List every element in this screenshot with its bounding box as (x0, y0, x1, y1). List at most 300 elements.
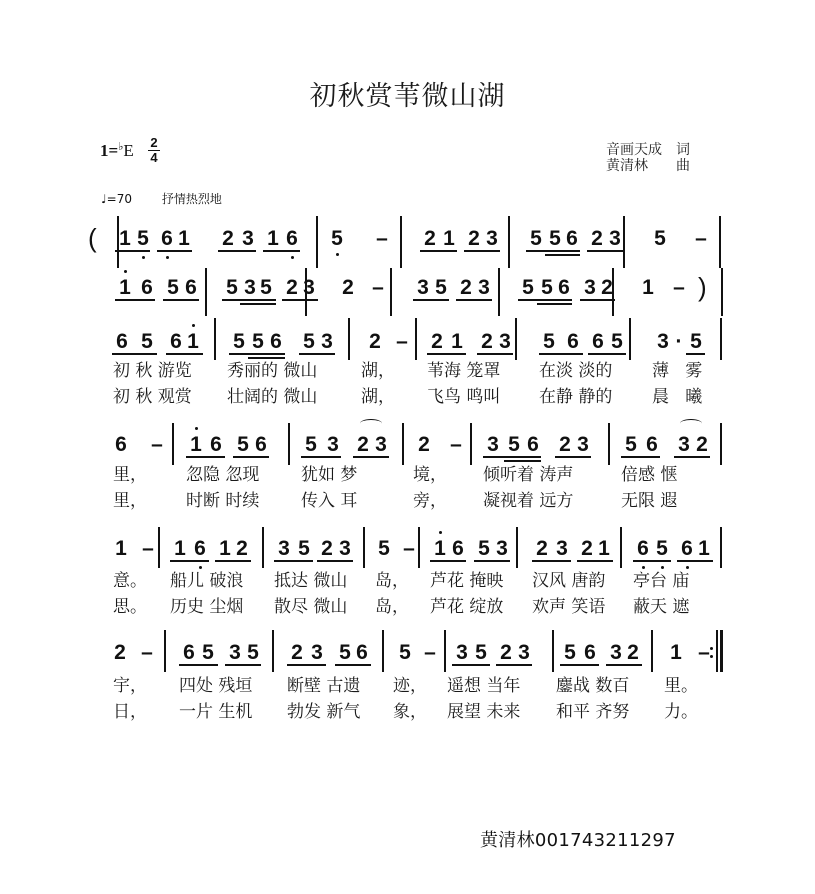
lyric-verse-2: 无限 遐 (621, 491, 678, 511)
note: 2 (369, 330, 381, 353)
beam-underline (282, 299, 318, 301)
lyric-verse-2: 时断 时续 (186, 491, 260, 511)
lyric-verse-1: 秀丽的 微山 (227, 361, 318, 381)
expression-marking: 抒情热烈地 (161, 192, 222, 206)
note: 1 (443, 227, 455, 250)
sustain-dash: – (403, 537, 415, 560)
note: 2 (431, 330, 443, 353)
lyric-verse-1: 薄 雾 (652, 361, 703, 381)
lyricist-role: 词 (676, 143, 690, 158)
note: 5 (399, 641, 411, 664)
bar-line (348, 318, 350, 360)
note: 5 (475, 641, 487, 664)
bar-line (164, 630, 166, 672)
sustain-dash: – (695, 227, 707, 250)
lyric-verse-2: 展望 未来 (447, 702, 521, 722)
lyric-verse-2: 和平 齐努 (556, 702, 630, 722)
lyric-verse-2: 壮阔的 微山 (227, 387, 318, 407)
lyric-verse-2: 力。 (664, 702, 698, 722)
note: 3 (375, 433, 387, 456)
sustain-dash: – (673, 276, 685, 299)
beam-underline (456, 299, 492, 301)
note: 5 (202, 641, 214, 664)
note: 1 (119, 227, 131, 250)
lyric-verse-2: 晨 曦 (652, 387, 703, 407)
bar-line (158, 527, 160, 568)
bar-line (720, 318, 722, 360)
note: 6 (286, 227, 298, 250)
note: 5 (435, 276, 447, 299)
composer-role: 曲 (676, 159, 690, 174)
key-one: 1 (100, 141, 109, 160)
beam-underline (229, 353, 285, 355)
beam-underline (233, 456, 269, 458)
lyric-verse-2: 在静 静的 (539, 387, 613, 407)
lyric-verse-1: 意。 (113, 571, 147, 591)
note: 5 (260, 276, 272, 299)
bar-line (444, 630, 446, 672)
beam-underline (464, 250, 500, 252)
note: 6 (681, 537, 693, 560)
repeat-paren-open: ( (88, 223, 97, 253)
beam-underline (163, 299, 199, 301)
sustain-dash: – (376, 227, 388, 250)
bar-line (721, 268, 723, 316)
note: 6 (183, 641, 195, 664)
note: 6 (356, 641, 368, 664)
bar-line (620, 527, 622, 568)
beam-underline (115, 250, 150, 252)
octave-up-dot (124, 270, 127, 273)
lyric-verse-1: 鏖战 数百 (556, 676, 630, 696)
beam-underline (170, 560, 209, 562)
note: 2 (696, 433, 708, 456)
lyric-verse-2: 传入 耳 (301, 491, 358, 511)
note: 1 (698, 537, 710, 560)
beam-underline (287, 664, 326, 666)
note: 6 (194, 537, 206, 560)
key-tonic: E (123, 141, 134, 160)
beam-underline (477, 353, 513, 355)
note: 6 (584, 641, 596, 664)
note: 5 (137, 227, 149, 250)
note: 1 (451, 330, 463, 353)
note: 1 (119, 276, 131, 299)
lyric-verse-2: 欢声 笑语 (532, 597, 606, 617)
note: 1 (434, 537, 446, 560)
note: 2 (291, 641, 303, 664)
quarter-note-tempo-icon: ♩=70 (101, 192, 132, 206)
note: 2 (468, 227, 480, 250)
lyric-verse-2: 飞鸟 鸣叫 (427, 387, 501, 407)
beam-underline (537, 303, 572, 305)
note: 3 (244, 276, 256, 299)
sustain-dash: – (142, 537, 154, 560)
flat-icon: ♭ (118, 141, 124, 153)
bar-line (719, 216, 721, 268)
note: 3 (499, 330, 511, 353)
note: 5 (522, 276, 534, 299)
note: 3 (556, 537, 568, 560)
lyric-verse-1: 在淡 淡的 (539, 361, 613, 381)
lyric-verse-1: 苇海 笼罩 (427, 361, 501, 381)
note: 3 (417, 276, 429, 299)
lyric-verse-2: 历史 尘烟 (170, 597, 244, 617)
beam-underline (225, 664, 261, 666)
note: 2 (500, 641, 512, 664)
beam-underline (606, 664, 642, 666)
bar-line (205, 268, 207, 316)
octave-down-dot (661, 566, 664, 569)
note: 5 (298, 537, 310, 560)
note: 1 (598, 537, 610, 560)
lyric-verse-2: 里， (113, 491, 147, 511)
bar-line (418, 527, 420, 568)
octave-down-dot (142, 256, 145, 259)
lyric-verse-1: 芦花 掩映 (430, 571, 504, 591)
beam-underline (577, 560, 613, 562)
footer-contact: 黄清林001743211297 (480, 830, 676, 851)
note: 1 (115, 537, 127, 560)
note: 5 (541, 276, 553, 299)
bar-line (172, 423, 174, 465)
octave-down-dot (291, 256, 294, 259)
note: 6 (567, 330, 579, 353)
bar-line (508, 216, 510, 268)
note: 6 (141, 276, 153, 299)
note: 5 (303, 330, 315, 353)
beam-underline (248, 357, 285, 359)
time-signature-bottom: 4 (150, 150, 158, 165)
beam-underline (677, 560, 713, 562)
note: 3 (577, 433, 589, 456)
note: 3 (311, 641, 323, 664)
lyric-verse-2: 凝视着 远方 (483, 491, 574, 511)
repeat-paren-close: ) (698, 272, 707, 302)
lyric-verse-2: 日， (113, 702, 147, 722)
note: 2 (424, 227, 436, 250)
bar-line (316, 216, 318, 268)
note: 2 (286, 276, 298, 299)
note: 6 (558, 276, 570, 299)
beam-underline (317, 560, 353, 562)
note: 2 (601, 276, 613, 299)
beam-underline (299, 353, 335, 355)
note: 5 (478, 537, 490, 560)
augmentation-dot: · (675, 330, 683, 353)
note: 6 (185, 276, 197, 299)
beam-underline (157, 250, 192, 252)
lyric-verse-1: 断壁 古遗 (287, 676, 361, 696)
beam-underline (353, 456, 389, 458)
note: 2 (481, 330, 493, 353)
beam-underline (186, 456, 225, 458)
note: 2 (418, 433, 430, 456)
beam-underline (112, 353, 157, 355)
lyric-verse-1: 岛， (375, 571, 409, 591)
lyric-verse-1: 倍感 惬 (621, 465, 678, 485)
note: 6 (270, 330, 282, 353)
bar-line (363, 527, 365, 568)
note: 3 (229, 641, 241, 664)
beam-underline (555, 456, 591, 458)
note: 5 (549, 227, 561, 250)
note: 5 (625, 433, 637, 456)
note: 3 (339, 537, 351, 560)
time-signature-top: 2 (150, 135, 158, 150)
note: 3 (657, 330, 669, 353)
beam-underline (504, 460, 541, 462)
beam-underline (686, 353, 705, 355)
bar-line (651, 630, 653, 672)
note: 3 (518, 641, 530, 664)
note: 3 (242, 227, 254, 250)
lyric-verse-1: 初 秋 游览 (113, 361, 192, 381)
beam-underline (218, 250, 256, 252)
bar-line (390, 268, 392, 316)
note: 3 (610, 641, 622, 664)
bar-line (272, 630, 274, 672)
lyric-verse-1: 湖， (361, 361, 395, 381)
note: 5 (690, 330, 702, 353)
note: 5 (564, 641, 576, 664)
note: 3 (303, 276, 315, 299)
beam-underline (179, 664, 218, 666)
note: 2 (357, 433, 369, 456)
beam-underline (420, 250, 457, 252)
beam-underline (496, 664, 532, 666)
lyric-verse-2: 初 秋 观赏 (113, 387, 192, 407)
lyric-verse-2: 湖， (361, 387, 395, 407)
note: 6 (210, 433, 222, 456)
beam-underline (240, 303, 276, 305)
note: 6 (452, 537, 464, 560)
note: 5 (656, 537, 668, 560)
note: 3 (321, 330, 333, 353)
bar-line (382, 630, 384, 672)
lyric-verse-2: 象， (393, 702, 427, 722)
octave-down-dot (166, 256, 169, 259)
beam-underline (452, 664, 490, 666)
note: 6 (115, 433, 127, 456)
beam-underline (587, 250, 623, 252)
note: 5 (543, 330, 555, 353)
note: 2 (536, 537, 548, 560)
note: 5 (530, 227, 542, 250)
note: 1 (178, 227, 190, 250)
lyric-verse-1: 里， (113, 465, 147, 485)
note: 6 (592, 330, 604, 353)
slur-arc (360, 419, 382, 428)
note: 5 (305, 433, 317, 456)
lyric-verse-2: 一片 生机 (179, 702, 253, 722)
lyric-verse-1: 倾听着 涛声 (483, 465, 574, 485)
beam-underline (532, 560, 571, 562)
beam-underline (215, 560, 251, 562)
note: 1 (174, 537, 186, 560)
note: 3 (327, 433, 339, 456)
sustain-dash: – (372, 276, 384, 299)
sustain-dash: – (450, 433, 462, 456)
bar-line (720, 423, 722, 465)
lyric-verse-1: 亭台 庙 (633, 571, 690, 591)
composer-name: 黄清林 (606, 159, 648, 174)
note: 5 (167, 276, 179, 299)
beam-underline (633, 560, 671, 562)
bar-line (470, 423, 472, 465)
note: 2 (559, 433, 571, 456)
lyric-verse-1: 抵达 微山 (274, 571, 348, 591)
note: 3 (478, 276, 490, 299)
bar-line (288, 423, 290, 465)
note: 2 (222, 227, 234, 250)
note: 1 (642, 276, 654, 299)
note: 6 (646, 433, 658, 456)
lyric-verse-1: 里。 (664, 676, 698, 696)
note: 5 (141, 330, 153, 353)
note: 5 (247, 641, 259, 664)
note: 5 (252, 330, 264, 353)
note: 2 (627, 641, 639, 664)
note: 3 (584, 276, 596, 299)
lyric-verse-1: 忽隐 忽现 (186, 465, 260, 485)
beam-underline (518, 299, 572, 301)
note: 6 (170, 330, 182, 353)
octave-up-dot (192, 324, 195, 327)
note: 5 (378, 537, 390, 560)
bar-line (402, 423, 404, 465)
sustain-dash: – (151, 433, 163, 456)
bar-line (516, 527, 518, 568)
bar-line (214, 318, 216, 360)
note: 1 (219, 537, 231, 560)
note: 1 (187, 330, 199, 353)
beam-underline (301, 456, 341, 458)
beam-underline (588, 353, 626, 355)
lyric-verse-1: 汉风 唐韵 (532, 571, 606, 591)
beam-underline (222, 299, 276, 301)
beam-underline (166, 353, 203, 355)
note: 2 (321, 537, 333, 560)
beam-underline (545, 254, 580, 256)
lyricist-name: 音画天成 (606, 143, 662, 158)
beam-underline (674, 456, 710, 458)
bar-line (608, 423, 610, 465)
lyric-verse-1: 迹， (393, 676, 427, 696)
lyric-verse-2: 芦花 绽放 (430, 597, 504, 617)
song-title: 初秋赏苇微山湖 (309, 81, 506, 112)
note: 1 (190, 433, 202, 456)
lyric-verse-2: 蔽天 遮 (633, 597, 690, 617)
sustain-dash: – (396, 330, 408, 353)
note: 2 (236, 537, 248, 560)
note: 2 (460, 276, 472, 299)
note: 2 (342, 276, 354, 299)
lyric-verse-2: 思。 (113, 597, 147, 617)
lyric-verse-1: 遥想 当年 (447, 676, 521, 696)
bar-line (623, 216, 625, 268)
beam-underline (580, 299, 615, 301)
note: 5 (226, 276, 238, 299)
lyric-verse-2: 岛， (375, 597, 409, 617)
lyric-verse-1: 船儿 破浪 (170, 571, 244, 591)
octave-down-dot (642, 566, 645, 569)
beam-underline (539, 353, 583, 355)
bar-line (400, 216, 402, 268)
beam-underline (526, 250, 580, 252)
beam-underline (274, 560, 313, 562)
note: 6 (255, 433, 267, 456)
note: 5 (339, 641, 351, 664)
beam-underline (115, 299, 155, 301)
note: 5 (508, 433, 520, 456)
note: 6 (566, 227, 578, 250)
octave-up-dot (439, 531, 442, 534)
note: 3 (496, 537, 508, 560)
note: 6 (116, 330, 128, 353)
sustain-dash: – (424, 641, 436, 664)
lyric-verse-2: 散尽 微山 (274, 597, 348, 617)
octave-down-dot (199, 566, 202, 569)
bar-line (515, 318, 517, 360)
lyric-verse-1: 四处 残垣 (179, 676, 253, 696)
beam-underline (621, 456, 660, 458)
note: 6 (637, 537, 649, 560)
beam-underline (335, 664, 371, 666)
key-equals: = (108, 141, 119, 160)
note: 2 (591, 227, 603, 250)
note: 6 (161, 227, 173, 250)
sustain-dash: – (141, 641, 153, 664)
bar-line (498, 268, 500, 316)
bar-line (415, 318, 417, 360)
beam-underline (474, 560, 510, 562)
sustain-dash: – (698, 641, 710, 664)
bar-line (552, 630, 554, 672)
bar-line (720, 527, 722, 568)
lyric-verse-1: 境， (413, 465, 447, 485)
note: 2 (581, 537, 593, 560)
beam-underline (413, 299, 449, 301)
lyric-verse-2: 勃发 新气 (287, 702, 361, 722)
note: 3 (487, 433, 499, 456)
beam-underline (427, 353, 466, 355)
lyric-verse-1: 宇， (113, 676, 147, 696)
beam-underline (430, 560, 466, 562)
octave-down-dot (686, 566, 689, 569)
bar-line (262, 527, 264, 568)
final-bar-line (720, 630, 723, 672)
beam-underline (263, 250, 300, 252)
final-bar-line (716, 630, 718, 672)
lyric-verse-1: 犹如 梦 (301, 465, 358, 485)
note: 3 (486, 227, 498, 250)
note: 6 (527, 433, 539, 456)
note: 5 (654, 227, 666, 250)
bar-line (629, 318, 631, 360)
octave-up-dot (195, 427, 198, 430)
octave-down-dot (336, 253, 339, 256)
slur-arc (680, 419, 702, 428)
note: 5 (237, 433, 249, 456)
note: 1 (670, 641, 682, 664)
note: 3 (678, 433, 690, 456)
note: 1 (267, 227, 279, 250)
beam-underline (560, 664, 599, 666)
note: 3 (609, 227, 621, 250)
note: 5 (331, 227, 343, 250)
note: 3 (456, 641, 468, 664)
